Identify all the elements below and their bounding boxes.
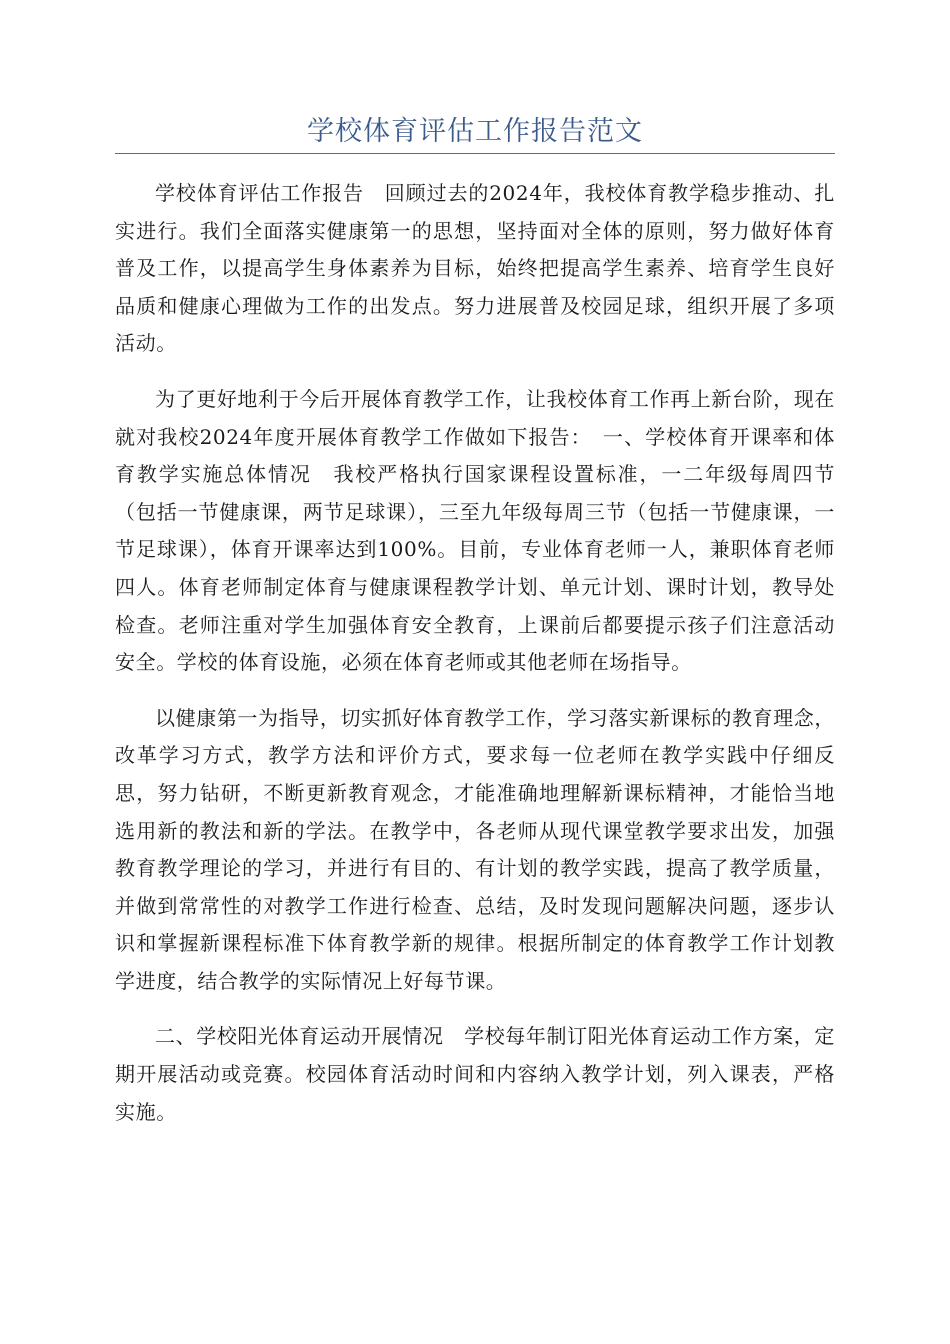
- paragraph-1: 学校体育评估工作报告 回顾过去的2024年，我校体育教学稳步推动、扎实进行。我们全面落实健康第一的思想，坚持面对全体的原则，努力做好体育普及工作，以提高学生身体素养为目标，始终把提高学生素养、培育学生良好品质和健康心理做为工作的出发点。努力进展普及校园足球，组织开展了多项活动。: [115, 181, 835, 356]
- paragraph-2: 为了更好地利于今后开展体育教学工作，让我校体育工作再上新台阶，现在就对我校2024年度开展体育教学工作做如下报告： 一、学校体育开课率和体育教学实施总体情况 我校严格执行国家课程设置标准，一二年级每周四节（包括一节健康课，两节足球课），三至九年级每周三节（包括一节健康课，一节足球课），体育开课率达到100%。目前，专业体育老师一人，兼职体育老师四人。体育老师制定体育与健康课程教学计划、单元计划、课时计划，教导处检查。老师注重对学生加强体育安全教育，上课前后都要提示孩子们注意活动安全。学校的体育设施，必须在体育老师或其他老师在场指导。: [115, 386, 835, 675]
- document-body: [115, 175, 835, 1149]
- document-title: 学校体育评估工作报告范文: [307, 116, 643, 147]
- paragraph-4: 二、学校阳光体育运动开展情况 学校每年制订阳光体育运动工作方案，定期开展活动或竞赛。校园体育活动时间和内容纳入教学计划，列入课表，严格实施。: [115, 1024, 835, 1124]
- paragraph-3: 以健康第一为指导，切实抓好体育教学工作，学习落实新课标的教育理念，改革学习方式，教学方法和评价方式，要求每一位老师在教学实践中仔细反思，努力钻研，不断更新教育观念，才能准确地理解新课标精神，才能恰当地选用新的教法和新的学法。在教学中，各老师从现代课堂教学要求出发，加强教育教学理论的学习，并进行有目的、有计划的教学实践，提高了教学质量，并做到常常性的对教学工作进行检查、总结，及时发现问题解决问题，逐步认识和掌握新课程标准下体育教学新的规律。根据所制定的体育教学工作计划教学进度，结合教学的实际情况上好每节课。: [115, 705, 835, 993]
- title-underline: [115, 153, 835, 154]
